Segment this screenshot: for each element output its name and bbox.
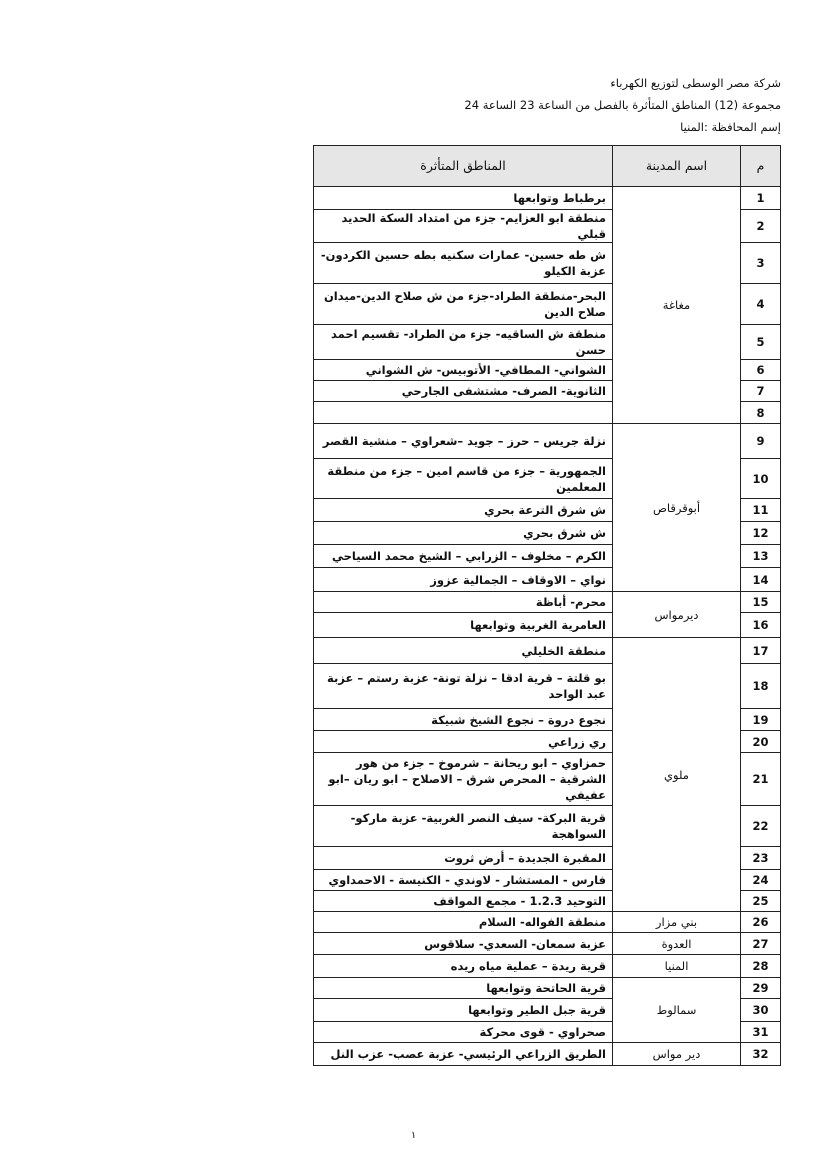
row-number: 6 [741, 360, 781, 381]
governorate-label: إسم المحافظة :المنيا [680, 120, 781, 134]
area-text: البحر-منطقة الطراد-جزء من ش صلاح الدين-ميدان صلاح الدين [314, 284, 613, 325]
row-number: 18 [741, 664, 781, 709]
area-text: فارس - المستشار - لاوندي - الكنيسة - الاحمداوي [314, 870, 613, 891]
row-number: 7 [741, 381, 781, 402]
row-number: 9 [741, 424, 781, 459]
area-text: نجوع دروة – نجوع الشيخ شبيكة [314, 709, 613, 731]
group-title: مجموعة (12) المناطق المتأثرة بالفصل من الساعة 23 الساعة 24 [464, 98, 781, 112]
area-text: التوحيد 1.2.3 - مجمع المواقف [314, 891, 613, 912]
area-text: قرية جبل الطير وتوابعها [314, 999, 613, 1022]
row-number: 20 [741, 731, 781, 753]
area-text: الشواني- المطافي- الأتوبيس- ش الشواني [314, 360, 613, 381]
area-text: الطريق الزراعي الرئيسي- عزبة عصب- عزب النل [314, 1043, 613, 1066]
table-row [314, 592, 781, 613]
area-text: محرم- أباظة [314, 592, 613, 613]
table-header-row [314, 146, 781, 187]
row-number: 28 [741, 955, 781, 978]
table-row [314, 978, 781, 999]
row-number: 15 [741, 592, 781, 613]
area-text: قرية الحاتحة وتوابعها [314, 978, 613, 999]
row-number: 22 [741, 806, 781, 847]
row-number: 11 [741, 499, 781, 522]
row-number: 16 [741, 613, 781, 638]
area-text: نزلة جريس – حرز – جويد –شعراوي – منشية القصر [314, 424, 613, 459]
city-name: بني مزار [613, 912, 741, 933]
area-text [314, 402, 613, 424]
document-header [181, 72, 781, 138]
area-text: حمزاوي – ابو ريحانة – شرموخ – جزء من هور الشرقية – المحرص شرق – الاصلاح – ابو ريان –ابو عفيفي [314, 753, 613, 806]
area-text: ري زراعي [314, 731, 613, 753]
row-number: 30 [741, 999, 781, 1022]
row-number: 13 [741, 545, 781, 568]
city-name: ديرمواس [613, 592, 741, 638]
table-row [314, 187, 781, 210]
area-text: منطقة ش الساقيه- جزء من الطراد- تقسيم احمد حسن [314, 325, 613, 360]
area-text: منطقة الفواله- السلام [314, 912, 613, 933]
city-name: المنيا [613, 955, 741, 978]
area-text: عزبة سمعان- السعدي- سلاقوس [314, 933, 613, 955]
row-number: 23 [741, 847, 781, 870]
area-text: الكرم – مخلوف – الزرابي – الشيخ محمد السياحي [314, 545, 613, 568]
row-number: 29 [741, 978, 781, 999]
table-row [314, 955, 781, 978]
row-number: 14 [741, 568, 781, 592]
table-row [314, 424, 781, 459]
area-text: نواي – الاوقاف – الجمالية عزوز [314, 568, 613, 592]
area-text: ش طه حسين- عمارات سكنيه بطه حسين الكردون- عزبة الكيلو [314, 243, 613, 284]
page-number: ١ [410, 1130, 417, 1141]
row-number: 24 [741, 870, 781, 891]
area-text: الجمهورية – جزء من قاسم امين – جزء من منطقة المعلمين [314, 459, 613, 499]
area-text: صحراوي - قوى محركة [314, 1022, 613, 1043]
header-number: م [741, 146, 781, 187]
row-number: 2 [741, 210, 781, 243]
row-number: 3 [741, 243, 781, 284]
row-number: 12 [741, 522, 781, 545]
table-row [314, 1043, 781, 1066]
area-text: ش شرق الترعة بحري [314, 499, 613, 522]
area-text: ش شرق بحري [314, 522, 613, 545]
table-body [314, 187, 781, 1066]
row-number: 19 [741, 709, 781, 731]
table-row [314, 933, 781, 955]
row-number: 8 [741, 402, 781, 424]
row-number: 21 [741, 753, 781, 806]
area-text: بو قلتة – قرية ادقا – نزلة تونة- عزبة رستم – عزبة عبد الواحد [314, 664, 613, 709]
area-text: المقبرة الجديدة – أرض ثروت [314, 847, 613, 870]
row-number: 4 [741, 284, 781, 325]
row-number: 1 [741, 187, 781, 210]
city-name: ملوي [613, 638, 741, 912]
company-name: شركة مصر الوسطى لتوزيع الكهرباء [610, 76, 781, 90]
city-name: العدوة [613, 933, 741, 955]
city-name: دير مواس [613, 1043, 741, 1066]
row-number: 25 [741, 891, 781, 912]
header-city: اسم المدينة [613, 146, 741, 187]
area-text: برطباط وتوابعها [314, 187, 613, 210]
area-text: منطقة ابو العزايم- جزء من امتداد السكة الحديد قبلي [314, 210, 613, 243]
row-number: 32 [741, 1043, 781, 1066]
row-number: 5 [741, 325, 781, 360]
table-row [314, 912, 781, 933]
row-number: 27 [741, 933, 781, 955]
area-text: قرية البركة- سيف النصر الغربية- عزبة ماركو- السواهجة [314, 806, 613, 847]
header-areas: المناطق المتأثرة [314, 146, 613, 187]
row-number: 10 [741, 459, 781, 499]
area-text: العامرية الغربية وتوابعها [314, 613, 613, 638]
area-text: منطقة الخليلي [314, 638, 613, 664]
table-row [314, 638, 781, 664]
row-number: 26 [741, 912, 781, 933]
row-number: 17 [741, 638, 781, 664]
city-name: أبوقرقاص [613, 424, 741, 592]
area-text: الثانوية- الصرف- مشتشفى الجارحي [314, 381, 613, 402]
city-name: سمالوط [613, 978, 741, 1043]
area-text: قرية ريدة – عملية مياه ريده [314, 955, 613, 978]
city-name: مغاغة [613, 187, 741, 424]
affected-areas-table [313, 145, 781, 1066]
row-number: 31 [741, 1022, 781, 1043]
